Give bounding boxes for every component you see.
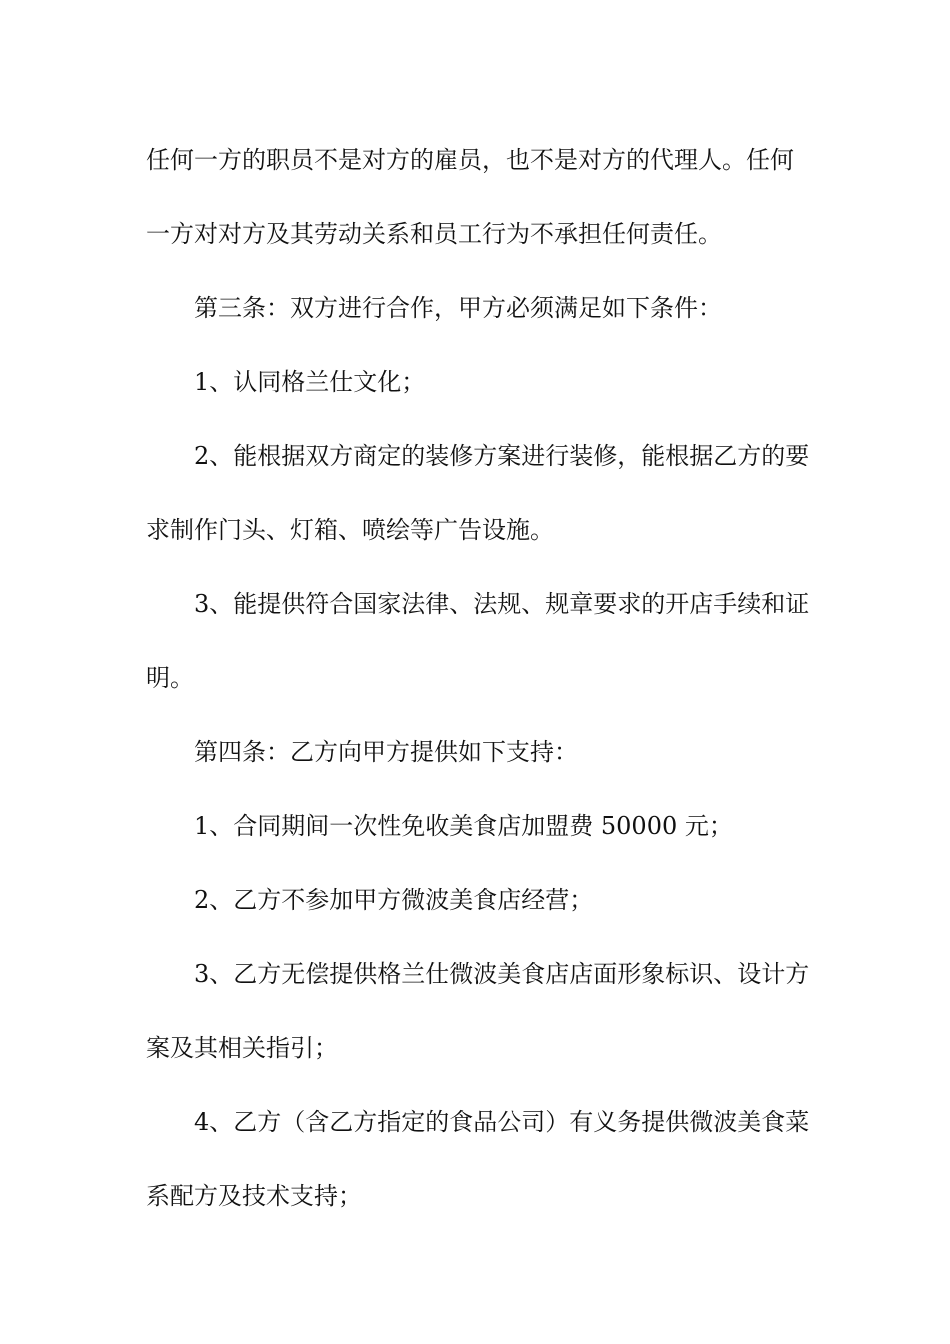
text-line-1: 任何一方的职员不是对方的雇员，也不是对方的代理人。任何: [146, 146, 794, 174]
list-item-4-4-line-1: 4、乙方（含乙方指定的食品公司）有义务提供微波美食菜: [194, 1108, 810, 1136]
list-item-4-3-line-2: 案及其相关指引；: [146, 1034, 338, 1062]
text-line-2: 一方对对方及其劳动关系和员工行为不承担任何责任。: [146, 220, 722, 248]
list-item-4-3-line-1: 3、乙方无偿提供格兰仕微波美食店店面形象标识、设计方: [194, 960, 810, 988]
list-item-3-1: 1、认同格兰仕文化；: [194, 368, 426, 396]
article-3-heading: 第三条：双方进行合作，甲方必须满足如下条件：: [194, 294, 722, 322]
list-item-4-4-line-2: 系配方及技术支持；: [146, 1182, 362, 1210]
list-item-3-2-line-1: 2、能根据双方商定的装修方案进行装修，能根据乙方的要: [194, 442, 810, 470]
list-item-3-3-line-1: 3、能提供符合国家法律、法规、规章要求的开店手续和证: [194, 590, 810, 618]
list-item-3-2-line-2: 求制作门头、灯箱、喷绘等广告设施。: [146, 516, 554, 544]
list-item-4-2: 2、乙方不参加甲方微波美食店经营；: [194, 886, 594, 914]
list-item-4-1: 1、合同期间一次性免收美食店加盟费 50000 元；: [194, 812, 733, 840]
article-4-heading: 第四条：乙方向甲方提供如下支持：: [194, 738, 578, 766]
list-item-3-3-line-2: 明。: [146, 664, 194, 692]
